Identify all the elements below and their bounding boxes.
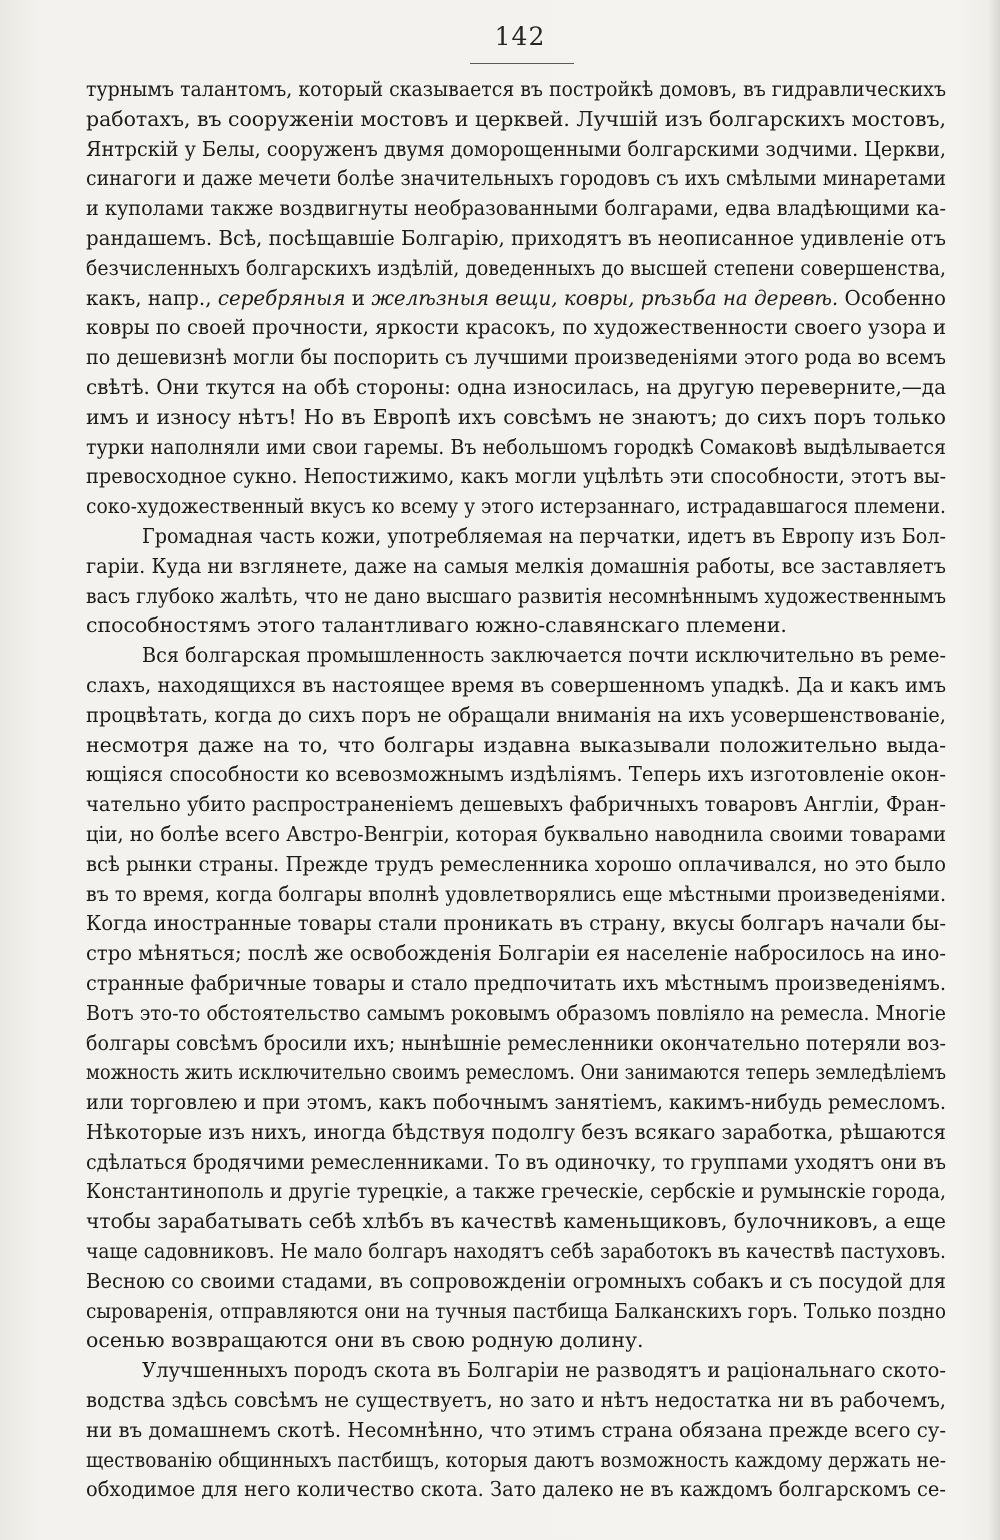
text-line: турнымъ талантомъ, который сказывается въ постройкѣ домовъ, въ гидравлическихъ <box>86 77 946 101</box>
text-line: Нѣкоторые изъ нихъ, иногда бѣдствуя подолгу безъ всякаго заработка, рѣшаются <box>86 1119 946 1144</box>
text-line: и куполами также воздвигнуты необразованными болгарами, едва владѣющими ка- <box>86 196 946 221</box>
header-rule <box>470 63 574 64</box>
text-segment: какъ, напр., <box>86 285 218 310</box>
text-line: работахъ, въ сооруженіи мостовъ и церквей. Лучшій изъ болгарскихъ мостовъ, <box>86 106 946 131</box>
text-line: соко-художественный вкусъ ко всему у этого истерзаннаго, истрадавшагося племени. <box>86 494 946 519</box>
text-line: безчисленныхъ болгарскихъ издѣлій, доведенныхъ до высшей степени совершенства, <box>86 255 946 280</box>
page-number: 142 <box>494 22 546 51</box>
text-line: сыроваренія, отправляются они на тучныя пастбища Балканскихъ горъ. Только поздно <box>86 1298 946 1323</box>
text-line: или торговлею и при этомъ, какъ побочнымъ занятіемъ, какимъ-нибудь ремесломъ. <box>86 1090 946 1115</box>
italic-segment: серебряныя <box>217 285 346 310</box>
text-line <box>86 284 946 314</box>
text-segment: Особенно <box>838 285 946 310</box>
text-line: можность жить исключительно своимъ ремесломъ. Они занимаются теперь земледѣліемъ <box>86 1060 946 1085</box>
text-line: болгары совсѣмъ бросили ихъ; нынѣшніе ремесленники окончательно потеряли воз- <box>86 1030 946 1055</box>
text-line: Янтрскій у Белы, сооруженъ двумя доморощенными болгарскими зодчими. Церкви, <box>86 136 946 161</box>
text-line: Вся болгарская промышленность заключается почти исключительно въ реме- <box>141 643 946 668</box>
text-line: обходимое для него количество скота. Зато далеко не въ каждомъ болгарскомъ се- <box>86 1477 946 1502</box>
text-line: чтобы зарабатывать себѣ хлѣбъ въ качествѣ каменьщиковъ, булочниковъ, а еще <box>86 1209 946 1234</box>
paragraph <box>86 641 946 1356</box>
text-line: Вотъ это-то обстоятельство самымъ роковымъ образомъ повліяло на ремесла. Многіе <box>86 1000 946 1025</box>
text-line: имъ и износу нѣтъ! Но въ Европѣ ихъ совсѣмъ не знаютъ; до сихъ поръ только <box>86 404 946 429</box>
text-line: чаще садовниковъ. Не мало болгаръ находятъ себѣ заработокъ въ качествѣ пастуховъ. <box>86 1239 946 1264</box>
text-line: ціи, но болѣе всего Австро-Венгріи, которая буквально наводнила своими товарами <box>86 821 946 846</box>
paragraph <box>86 75 946 522</box>
text-line: всѣ рынки страны. Прежде трудъ ремесленника хорошо оплачивался, но это было <box>86 851 946 876</box>
text-line: Громадная часть кожи, употребляемая на перчатки, идетъ въ Европу изъ Бол- <box>141 523 946 548</box>
text-line: гаріи. Куда ни взглянете, даже на самыя мелкія домашнія работы, все заставляетъ <box>86 553 946 578</box>
text-line: водства здѣсь совсѣмъ не существуетъ, но зато и нѣтъ недостатка ни въ рабочемъ, <box>86 1388 946 1413</box>
italic-segment: желѣзныя вещи, ковры, рѣзьба на деревѣ. <box>371 285 839 310</box>
text-line: по дешевизнѣ могли бы поспорить съ лучшими произведеніями этого рода во всемъ <box>86 345 946 370</box>
text-line: ющіяся способности ко всевозможнымъ издѣліямъ. Теперь ихъ изготовленіе окон- <box>86 762 946 787</box>
text-line: стро мѣняться; послѣ же освобожденія Болгаріи ея населеніе набросилось на ино- <box>86 941 946 966</box>
text-line: Улучшенныхъ породъ скота въ Болгаріи не разводятъ и раціональнаго ското- <box>141 1358 946 1383</box>
text-line: несмотря даже на то, что болгары издавна выказывали положительно выда- <box>86 732 946 757</box>
text-line: осенью возвращаются они въ свою родную долину. <box>86 1328 644 1353</box>
text-line: Весною со своими стадами, въ сопровожденіи огромныхъ собакъ и съ посудой для <box>86 1268 946 1293</box>
scan-edge-shadow <box>988 0 1000 1540</box>
text-line: способностямъ этого талантливаго южно-славянскаго племени. <box>86 613 787 638</box>
text-line: Когда иностранные товары стали проникать въ страну, вкусы болгаръ начали бы- <box>86 911 946 936</box>
text-line: синагоги и даже мечети болѣе значительныхъ городовъ съ ихъ смѣлыми минаретами <box>86 166 946 191</box>
text-line: чательно убито распространеніемъ дешевыхъ фабричныхъ товаровъ Англіи, Фран- <box>86 792 946 817</box>
body-text <box>86 75 946 1505</box>
text-line: ществованію общинныхъ пастбищъ, которыя даютъ возможность каждому держать не- <box>86 1447 946 1472</box>
text-line: превосходное сукно. Непостижимо, какъ могли уцѣлѣть эти способности, этотъ вы- <box>86 464 946 489</box>
text-line: рандашемъ. Всѣ, посѣщавшіе Болгарію, приходятъ въ неописанное удивленіе отъ <box>86 225 946 250</box>
text-line: свѣтѣ. Они ткутся на обѣ стороны: одна износилась, на другую переверните,—да <box>86 374 946 399</box>
text-line: слахъ, находящихся въ настоящее время въ совершенномъ упадкѣ. Да и какъ имъ <box>86 672 946 697</box>
paragraph <box>86 1356 946 1505</box>
text-line: турки наполняли ими свои гаремы. Въ небольшомъ городкѣ Сомаковѣ выдѣлывается <box>86 434 946 459</box>
text-line: въ то время, когда болгары вполнѣ удовлетворялись еще мѣстными произведеніями. <box>86 881 946 906</box>
text-line: сдѣлаться бродячими ремесленниками. То въ одиночку, то группами уходятъ они въ <box>86 1149 946 1174</box>
text-line: процвѣтать, когда до сихъ поръ не обращали вниманія на ихъ усовершенствованіе, <box>86 702 946 727</box>
text-line: ковры по своей прочности, яркости красокъ, по художественности своего узора и <box>86 315 946 340</box>
text-line: васъ глубоко жалѣть, что не дано высшаго развитія несомнѣннымъ художественнымъ <box>86 583 946 608</box>
text-line: Константинополь и другіе турецкіе, а также греческіе, сербскіе и румынскіе города, <box>86 1179 946 1204</box>
text-segment: и <box>345 285 372 310</box>
paragraph <box>86 522 946 641</box>
text-line: странные фабричные товары и стало предпочитать ихъ мѣстнымъ произведеніямъ. <box>86 970 946 995</box>
text-line: ни въ домашнемъ скотѣ. Несомнѣнно, что этимъ страна обязана прежде всего су- <box>86 1417 946 1442</box>
